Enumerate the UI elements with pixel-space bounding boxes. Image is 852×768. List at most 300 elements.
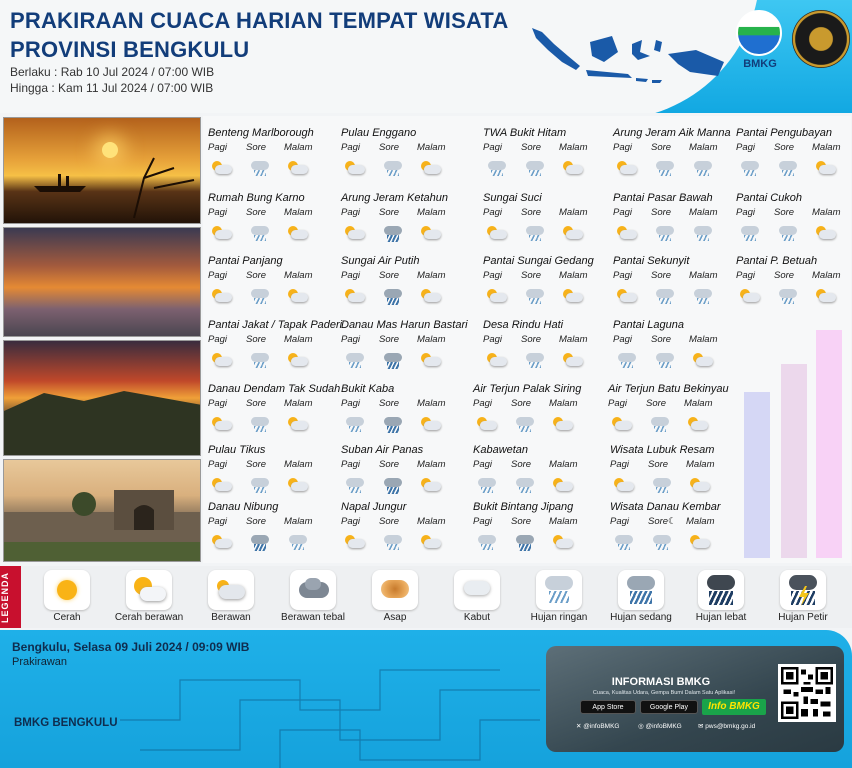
cloudy-icon <box>417 224 455 242</box>
period-label: Pagi <box>208 516 228 527</box>
cloudy-icon <box>610 476 648 494</box>
forecast-icons <box>341 224 481 242</box>
email-contact[interactable] <box>698 722 755 730</box>
period-label: Pagi <box>208 142 228 153</box>
thunderstorm-icon <box>780 570 826 610</box>
info-subtitle: Cuaca, Kualitas Udara, Gempa Bumi Dalam Satu Aplikasi! <box>592 690 736 696</box>
cloudy-icon <box>613 287 651 305</box>
period-label: Pagi <box>208 270 228 281</box>
light-rain-icon <box>246 476 284 494</box>
location-name: Air Terjun Batu Bekinyau <box>608 383 729 395</box>
forecast-icons <box>483 224 611 242</box>
forecast-icons <box>208 224 338 242</box>
legend-label: Hujan ringan <box>530 612 588 623</box>
period-label: Malam <box>686 459 715 470</box>
cloudy-icon <box>417 476 455 494</box>
light-rain-icon <box>648 476 686 494</box>
cloudy-icon <box>284 351 322 369</box>
period-label: Malam <box>689 142 718 153</box>
forecast-icons <box>208 351 338 369</box>
instagram-icon: ◎ <box>638 723 646 730</box>
location-card <box>613 127 735 191</box>
legend-item-berawan <box>186 570 276 623</box>
period-label: Pagi <box>483 334 503 345</box>
decorative-lines <box>120 660 540 768</box>
page-subtitle: PROVINSI BENGKULU <box>10 37 250 62</box>
location-name: Pantai Panjang <box>208 255 283 267</box>
location-name: Air Terjun Palak Siring <box>473 383 582 395</box>
forecast-icons <box>610 476 732 494</box>
valid-to: Hingga : Kam 11 Jul 2024 / 07:00 WIB <box>10 81 214 95</box>
forecast-icons <box>613 224 735 242</box>
light-rain-icon <box>483 159 521 177</box>
location-card <box>473 501 601 565</box>
moderate-rain-icon <box>379 415 417 433</box>
location-card <box>610 501 732 565</box>
location-card <box>613 192 735 256</box>
period-label: Sore <box>774 270 795 281</box>
period-label: Sore <box>511 459 532 470</box>
location-name: Pantai Cukoh <box>736 192 803 204</box>
period-label: Malam <box>549 398 578 409</box>
location-name: Pulau Tikus <box>208 444 266 456</box>
period-labels <box>208 207 338 218</box>
period-labels <box>610 516 732 527</box>
period-label: Malam <box>686 516 715 527</box>
period-label: Sore <box>651 142 672 153</box>
light-rain-icon <box>689 159 727 177</box>
twitter-handle-text: @infoBMKG <box>583 723 620 730</box>
office-name: BMKG BENGKULU <box>14 717 118 729</box>
period-labels <box>736 142 851 153</box>
light-rain-icon <box>341 476 379 494</box>
cloudy-icon <box>549 533 587 551</box>
light-rain-icon <box>246 287 284 305</box>
cloudy-icon <box>284 287 322 305</box>
period-label: Malam <box>559 207 588 218</box>
legend-tag: LEGENDA <box>0 566 21 628</box>
light-rain-icon <box>774 224 812 242</box>
location-card <box>341 444 481 508</box>
period-labels <box>341 459 481 470</box>
cloudy-icon <box>417 533 455 551</box>
heavy-rain-icon <box>698 570 744 610</box>
legend-item-berawan-tebal <box>268 570 358 623</box>
light-rain-icon <box>774 287 812 305</box>
location-name: Benteng Marlborough <box>208 127 314 139</box>
period-label: Sore <box>774 207 795 218</box>
location-name: Kabawetan <box>473 444 529 456</box>
period-label: Sore <box>511 516 532 527</box>
period-label: Malam <box>417 270 446 281</box>
period-label: Malam <box>812 270 841 281</box>
cloudy-icon <box>559 351 597 369</box>
period-label: Malam <box>417 459 446 470</box>
cloudy-icon <box>812 224 850 242</box>
cloudy-icon <box>684 415 722 433</box>
period-label: Pagi <box>736 142 756 153</box>
location-card <box>610 444 732 508</box>
location-name: Wisata Danau Kembar <box>610 501 721 513</box>
light-rain-icon <box>651 287 689 305</box>
location-card <box>341 127 481 191</box>
cloudy-icon <box>417 351 455 369</box>
location-card <box>613 319 735 383</box>
period-label: Pagi <box>341 334 361 345</box>
location-card <box>483 192 611 256</box>
period-label: Pagi <box>341 516 361 527</box>
qr-code-icon[interactable] <box>778 664 836 722</box>
period-label: Sore <box>521 207 542 218</box>
forecast-icons <box>736 224 851 242</box>
period-label: Pagi <box>610 459 630 470</box>
period-label: Sore <box>648 459 669 470</box>
location-name: Pantai Laguna <box>613 319 684 331</box>
legend-item-hujan-sedang <box>596 570 686 623</box>
cloudy-icon <box>208 415 246 433</box>
location-card <box>208 383 341 447</box>
period-labels <box>341 207 481 218</box>
period-labels <box>341 270 481 281</box>
period-label: Malam <box>417 516 446 527</box>
validity-period <box>10 64 214 96</box>
period-labels <box>208 142 338 153</box>
period-label: Malam <box>284 142 313 153</box>
light-rain-icon <box>689 224 727 242</box>
location-card <box>736 255 851 319</box>
location-name: Pantai Sungai Gedang <box>483 255 594 267</box>
location-name: TWA Bukit Hitam <box>483 127 567 139</box>
period-label: Malam <box>417 398 446 409</box>
cloudy-icon <box>208 224 246 242</box>
light-rain-icon <box>648 533 686 551</box>
location-name: Arung Jeram Aik Manna <box>613 127 731 139</box>
legend-item-hujan-lebat <box>676 570 766 623</box>
legend-item-asap <box>350 570 440 623</box>
app-store-badge[interactable] <box>580 700 636 714</box>
forecast-icons <box>473 415 601 433</box>
period-label: Pagi <box>613 334 633 345</box>
photo-lake-sunset <box>3 340 201 456</box>
email-icon: ✉ <box>698 723 706 730</box>
forecast-icons <box>736 287 851 305</box>
period-labels <box>473 459 601 470</box>
light-rain-icon <box>511 476 549 494</box>
legend-item-cerah <box>22 570 112 623</box>
forecast-icons <box>483 351 611 369</box>
period-label: Sore <box>521 142 542 153</box>
period-label: Pagi <box>341 398 361 409</box>
location-card <box>483 255 611 319</box>
period-label: Pagi <box>613 270 633 281</box>
period-labels <box>483 334 611 345</box>
cloudy-icon <box>549 476 587 494</box>
location-card <box>736 192 851 256</box>
cloudy-icon <box>812 287 850 305</box>
period-label: Pagi <box>341 459 361 470</box>
cloudy-icon <box>417 159 455 177</box>
period-label: Sore <box>521 270 542 281</box>
location-name: Pantai P. Betuah <box>736 255 818 267</box>
google-play-badge[interactable] <box>640 700 698 714</box>
period-label: Sore <box>379 459 400 470</box>
period-label: Sore <box>246 142 267 153</box>
info-bmkg-banner[interactable] <box>546 646 844 752</box>
location-card <box>208 192 338 256</box>
legend-item-hujan-petir <box>758 570 848 623</box>
photo-sunset-boat <box>3 117 201 224</box>
period-label: Pagi <box>736 207 756 218</box>
cloudy-icon <box>208 351 246 369</box>
period-label: Malam <box>689 207 718 218</box>
location-name: Wisata Lubuk Resam <box>610 444 715 456</box>
decorative-bar <box>744 392 770 558</box>
light-rain-icon <box>511 415 549 433</box>
light-rain-icon <box>473 476 511 494</box>
location-card <box>208 127 338 191</box>
mountain-silhouette-icon <box>4 341 201 456</box>
fort-wall-icon <box>4 460 201 562</box>
period-label: Sore <box>646 398 667 409</box>
location-card <box>341 501 481 565</box>
period-label: Sore <box>651 207 672 218</box>
twitter-icon: ✕ <box>576 723 584 730</box>
period-label: Sore <box>379 207 400 218</box>
location-card <box>608 383 730 447</box>
light-rain-icon <box>521 287 559 305</box>
location-name: Pantai Pengubayan <box>736 127 833 139</box>
cloudy-icon <box>284 224 322 242</box>
ministry-seal-icon <box>792 10 850 68</box>
period-labels <box>341 334 481 345</box>
instagram-handle[interactable] <box>638 722 682 730</box>
period-labels <box>341 516 481 527</box>
period-labels <box>613 207 735 218</box>
bmkg-logo <box>736 10 784 72</box>
legend-item-hujan-ringan <box>514 570 604 623</box>
location-name: Pantai Pasar Bawah <box>613 192 713 204</box>
period-label: Malam <box>812 142 841 153</box>
fog-icon <box>454 570 500 610</box>
cloudy-icon <box>208 533 246 551</box>
location-card <box>208 501 338 565</box>
legend-label: Asap <box>383 612 407 623</box>
period-labels <box>208 516 338 527</box>
cloudy-icon <box>736 287 774 305</box>
period-label: Sore <box>379 334 400 345</box>
period-label: Pagi <box>208 207 228 218</box>
cloudy-icon <box>284 415 322 433</box>
bmkg-logo-text: BMKG <box>743 58 777 70</box>
info-bmkg-brand: Info BMKG <box>702 699 766 715</box>
cloudy-icon <box>559 159 597 177</box>
period-label: Pagi <box>613 207 633 218</box>
period-label: Sore <box>246 270 267 281</box>
period-label: Malam <box>559 142 588 153</box>
cloudy-icon <box>689 351 727 369</box>
moderate-rain-icon <box>511 533 549 551</box>
cloudy-icon <box>686 533 724 551</box>
light-rain-icon <box>246 415 284 433</box>
period-label: Sore <box>774 142 795 153</box>
cloudy-icon <box>613 159 651 177</box>
period-label: Malam <box>549 516 578 527</box>
period-labels <box>613 270 735 281</box>
valid-from: Berlaku : Rab 10 Jul 2024 / 07:00 WIB <box>10 65 215 79</box>
twitter-handle[interactable] <box>576 722 620 730</box>
location-name: Sungai Air Putih <box>341 255 420 267</box>
cloudy-icon <box>812 159 850 177</box>
light-rain-icon <box>736 159 774 177</box>
decorative-bar <box>816 330 842 558</box>
period-label: Pagi <box>473 459 493 470</box>
period-label: Sore <box>246 334 267 345</box>
location-card <box>341 255 481 319</box>
forecast-icons <box>473 476 601 494</box>
moderate-rain-icon <box>246 533 284 551</box>
legend-label: Berawan tebal <box>281 612 345 623</box>
legend-item-kabut <box>432 570 522 623</box>
period-label: Malam <box>689 334 718 345</box>
legend-label: Berawan <box>211 612 251 623</box>
period-labels <box>608 398 730 409</box>
location-name: Bukit Kaba <box>341 383 395 395</box>
period-labels <box>341 398 481 409</box>
light-rain-icon <box>651 159 689 177</box>
period-label: Sore <box>246 398 267 409</box>
forecast-icons <box>483 287 611 305</box>
period-label: Pagi <box>341 142 361 153</box>
photo-fort-marlborough <box>3 459 201 562</box>
period-label: Pagi <box>341 207 361 218</box>
info-title: INFORMASI BMKG <box>611 676 711 688</box>
light-rain-icon <box>284 533 322 551</box>
legend-label: Cerah berawan <box>114 612 184 623</box>
period-label: Malam <box>284 334 313 345</box>
cloudy-icon <box>208 476 246 494</box>
location-card <box>341 319 481 383</box>
light-rain-icon <box>774 159 812 177</box>
forecast-icons <box>208 159 338 177</box>
location-card <box>483 319 611 383</box>
legend-label: Cerah <box>53 612 81 623</box>
location-name: Danau Nibung <box>208 501 279 513</box>
light-rain-icon <box>610 533 648 551</box>
cloud-sun-small-icon <box>208 570 254 610</box>
period-label: Sore <box>246 459 267 470</box>
period-label: Pagi <box>483 142 503 153</box>
light-rain-icon <box>651 224 689 242</box>
light-rain-icon <box>341 415 379 433</box>
location-card <box>208 319 343 383</box>
forecast-icons <box>341 476 481 494</box>
period-labels <box>483 207 611 218</box>
period-label: Malam <box>284 516 313 527</box>
period-labels <box>341 142 481 153</box>
app-store-label: App Store <box>592 704 624 711</box>
period-labels <box>736 207 851 218</box>
cloudy-icon <box>608 415 646 433</box>
forecast-icons <box>208 533 338 551</box>
location-card <box>613 255 735 319</box>
moderate-rain-icon <box>379 287 417 305</box>
period-label: Malam <box>284 398 313 409</box>
moderate-rain-icon <box>379 476 417 494</box>
period-labels <box>483 270 611 281</box>
location-name: Pantai Jakat / Tapak Paderi <box>208 319 343 331</box>
instagram-handle-text: @infoBMKG <box>645 723 682 730</box>
forecaster-label: Prakirawan <box>12 656 68 668</box>
period-label: Sore☾ <box>648 516 677 527</box>
forecast-icons <box>341 415 481 433</box>
period-label: Pagi <box>608 398 628 409</box>
light-rain-icon <box>379 533 417 551</box>
light-rain-icon <box>613 351 651 369</box>
period-label: Pagi <box>208 459 228 470</box>
smoke-icon <box>372 570 418 610</box>
legend-label: Hujan lebat <box>695 612 747 623</box>
light-rain-icon <box>521 224 559 242</box>
light-rain-icon <box>536 570 582 610</box>
location-name: Napal Jungur <box>341 501 407 513</box>
period-labels <box>613 142 735 153</box>
forecast-icons <box>613 159 735 177</box>
light-rain-icon <box>246 159 284 177</box>
cloudy-icon <box>208 287 246 305</box>
cloudy-icon <box>473 415 511 433</box>
header <box>0 0 852 113</box>
forecast-icons <box>473 533 601 551</box>
period-label: Pagi <box>208 398 228 409</box>
period-labels <box>208 459 338 470</box>
cloudy-icon <box>559 287 597 305</box>
location-card <box>483 127 611 191</box>
period-labels <box>610 459 732 470</box>
light-rain-icon <box>246 351 284 369</box>
light-rain-icon <box>736 224 774 242</box>
period-label: Pagi <box>473 398 493 409</box>
cloudy-icon <box>341 533 379 551</box>
period-labels <box>736 270 851 281</box>
moderate-rain-icon <box>618 570 664 610</box>
period-label: Sore <box>246 516 267 527</box>
location-card <box>208 444 338 508</box>
legend <box>0 566 852 628</box>
period-labels <box>473 516 601 527</box>
period-label: Sore <box>379 516 400 527</box>
issued-timestamp: Bengkulu, Selasa 09 Juli 2024 / 09:09 WIB <box>12 640 250 654</box>
period-label: Malam <box>559 270 588 281</box>
cloudy-icon <box>483 351 521 369</box>
location-name: Rumah Bung Karno <box>208 192 305 204</box>
period-label: Malam <box>689 270 718 281</box>
period-label: Sore <box>379 270 400 281</box>
light-rain-icon <box>646 415 684 433</box>
period-label: Malam <box>549 459 578 470</box>
forecast-icons <box>208 415 338 433</box>
forecast-icons <box>608 415 730 433</box>
legend-label: Kabut <box>463 612 491 623</box>
photo-beach-sunset <box>3 227 201 337</box>
period-label: Pagi <box>613 142 633 153</box>
cloudy-icon <box>483 224 521 242</box>
forecast-icons <box>341 159 481 177</box>
forecast-icons <box>736 159 851 177</box>
period-label: Malam <box>284 270 313 281</box>
cloudy-icon <box>483 287 521 305</box>
period-label: Malam <box>812 207 841 218</box>
lightning-icon <box>798 586 810 606</box>
